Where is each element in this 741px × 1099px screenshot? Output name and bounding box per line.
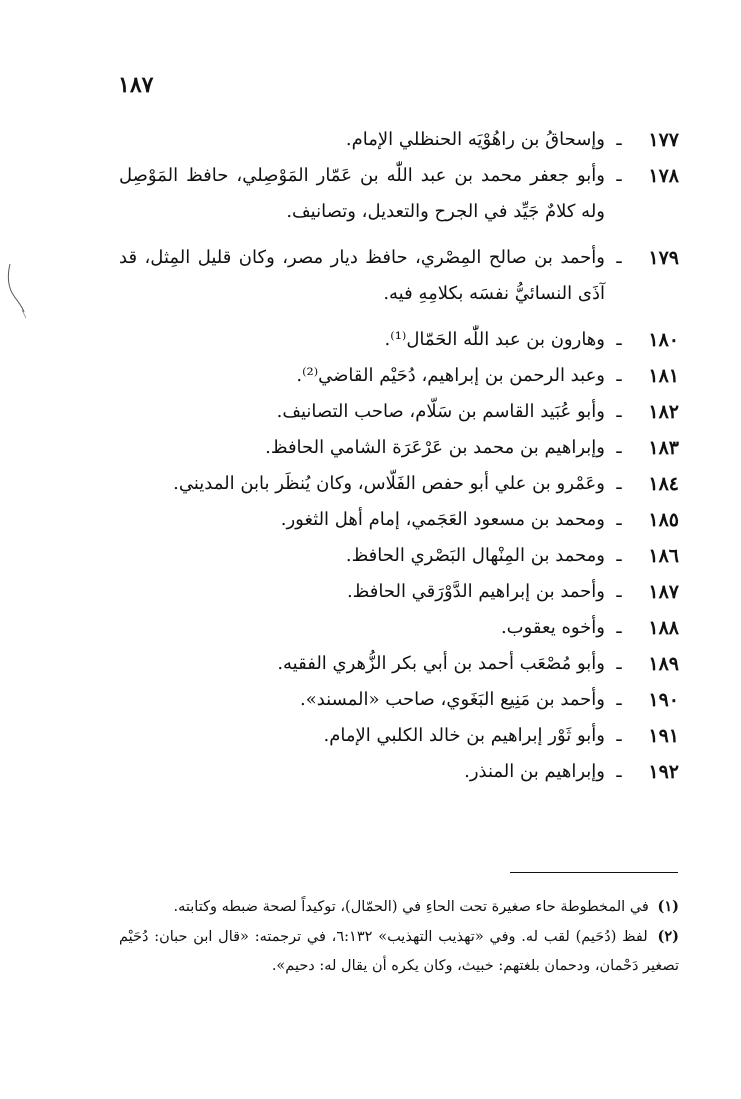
footnote-marker: (٢) (657, 928, 680, 945)
list-item (119, 682, 679, 718)
entry-number: ١٨٧ (648, 581, 679, 603)
footnote (119, 922, 679, 981)
entry-text: وأخوه يعقوب. (500, 617, 605, 638)
entry-number: ١٩١ (648, 725, 679, 747)
entry-number: ١٨٤ (648, 473, 679, 495)
entry-text: وأبو مُصْعَب أحمد بن أبي بكر الزُّهري الفقيه. (277, 653, 605, 674)
list-item (119, 466, 679, 502)
entry-text: وعَمْرو بن علي أبو حفص الفَلّاس، وكان يُنظَر بابن المديني. (173, 473, 605, 494)
page-number: ١٨٧ (118, 72, 154, 98)
entry-dash: ـ (616, 581, 622, 602)
list-item (119, 240, 679, 312)
entry-dash: ـ (616, 689, 622, 710)
entry-dash: ـ (616, 329, 622, 350)
list-item (119, 538, 679, 574)
entry-text: وأحمد بن صالح المِصْري، حافظ ديار مصر، وكان قليل المِثل، قد آذَى النسائيُّ نفسَه بكلامِهِ فيه. (119, 247, 605, 304)
entry-dash: ـ (616, 247, 622, 268)
entry-text: وأحمد بن مَنِيع البَغَوي، صاحب «المسند». (299, 689, 605, 710)
entry-number: ١٨٢ (648, 401, 679, 423)
entry-dash: ـ (616, 653, 622, 674)
entry-number: ١٨٥ (648, 509, 679, 531)
footnote-marker: (١) (657, 898, 679, 915)
entry-dash: ـ (616, 129, 622, 150)
entry-dash: ـ (616, 761, 622, 782)
entry-number: ١٨٨ (648, 617, 679, 639)
entry-text: وعبد الرحمن بن إبراهيم، دُحَيْم القاضي⁽²⁾. (296, 365, 605, 386)
entry-number: ١٨١ (648, 365, 679, 387)
entry-text: وأبو عُبَيد القاسم بن سَلّام، صاحب التصانيف. (276, 401, 605, 422)
entry-dash: ـ (616, 545, 622, 566)
footnote (119, 892, 679, 922)
entry-text: ومحمد بن مسعود العَجَمي، إمام أهل الثغور. (280, 509, 605, 530)
entry-number: ١٨٩ (648, 653, 679, 675)
list-item (119, 754, 679, 790)
entry-dash: ـ (616, 473, 622, 494)
entry-text: وإبراهيم بن المنذر. (464, 761, 605, 782)
entry-number: ١٧٧ (648, 129, 679, 151)
entry-number: ١٧٩ (648, 247, 679, 269)
list-item (119, 322, 679, 358)
list-item (119, 358, 679, 394)
entry-number: ١٧٨ (648, 165, 679, 187)
entry-number: ١٩٠ (648, 689, 679, 711)
entry-text: وأبو جعفر محمد بن عبد اللّٰه بن عَمّار المَوْصِلي، حافظ المَوْصِل وله كلامٌ جَيِّد في الجرح والتعديل، وتصانيف. (119, 165, 605, 222)
entry-text: وإسحاقُ بن راهُوْيَه الحنظلي الإمام. (345, 129, 605, 150)
entry-dash: ـ (616, 725, 622, 746)
entry-text: وأحمد بن إبراهيم الدَّوْرَقي الحافظ. (346, 581, 605, 602)
entry-number: ١٩٢ (648, 761, 679, 783)
list-item (119, 430, 679, 466)
margin-pencil-mark (4, 262, 30, 322)
list-item (119, 646, 679, 682)
entry-dash: ـ (616, 617, 622, 638)
footnote-divider (510, 872, 678, 873)
entry-text: وهارون بن عبد اللّٰه الحَمّال⁽¹⁾. (384, 329, 605, 350)
entry-dash: ـ (616, 365, 622, 386)
entry-text: وإبراهيم بن محمد بن عَرْعَرَة الشامي الحافظ. (265, 437, 605, 458)
entry-list (119, 122, 679, 790)
entry-text: وأبو ثَوْر إبراهيم بن خالد الكلبي الإمام. (323, 725, 605, 746)
list-item (119, 394, 679, 430)
footnote-text: في المخطوطة حاء صغيرة تحت الحاءِ في (الحمّال)، توكيداً لصحة ضبطه وكتابته. (173, 899, 649, 915)
list-item (119, 718, 679, 754)
list-item (119, 574, 679, 610)
list-item (119, 122, 679, 158)
list-item (119, 610, 679, 646)
entry-dash: ـ (616, 509, 622, 530)
entry-number: ١٨٦ (648, 545, 679, 567)
list-item (119, 502, 679, 538)
entry-number: ١٨٣ (648, 437, 679, 459)
list-item (119, 158, 679, 230)
entry-number: ١٨٠ (648, 329, 679, 351)
entry-dash: ـ (616, 437, 622, 458)
entry-dash: ـ (616, 165, 622, 186)
footnotes (119, 892, 679, 981)
entry-text: ومحمد بن المِنْهال البَصْري الحافظ. (345, 545, 605, 566)
entry-dash: ـ (616, 401, 622, 422)
footnote-text: لفظ (دُحَيم) لقب له. وفي «تهذيب التهذيب» ٦:١٣٢، في ترجمته: «قال ابن حبان: دُحَيْم تصغير دَحْمان، ودحمان بلغتهم: خبيث، وكان يكره أن يقال له: دحيم». (119, 929, 679, 974)
